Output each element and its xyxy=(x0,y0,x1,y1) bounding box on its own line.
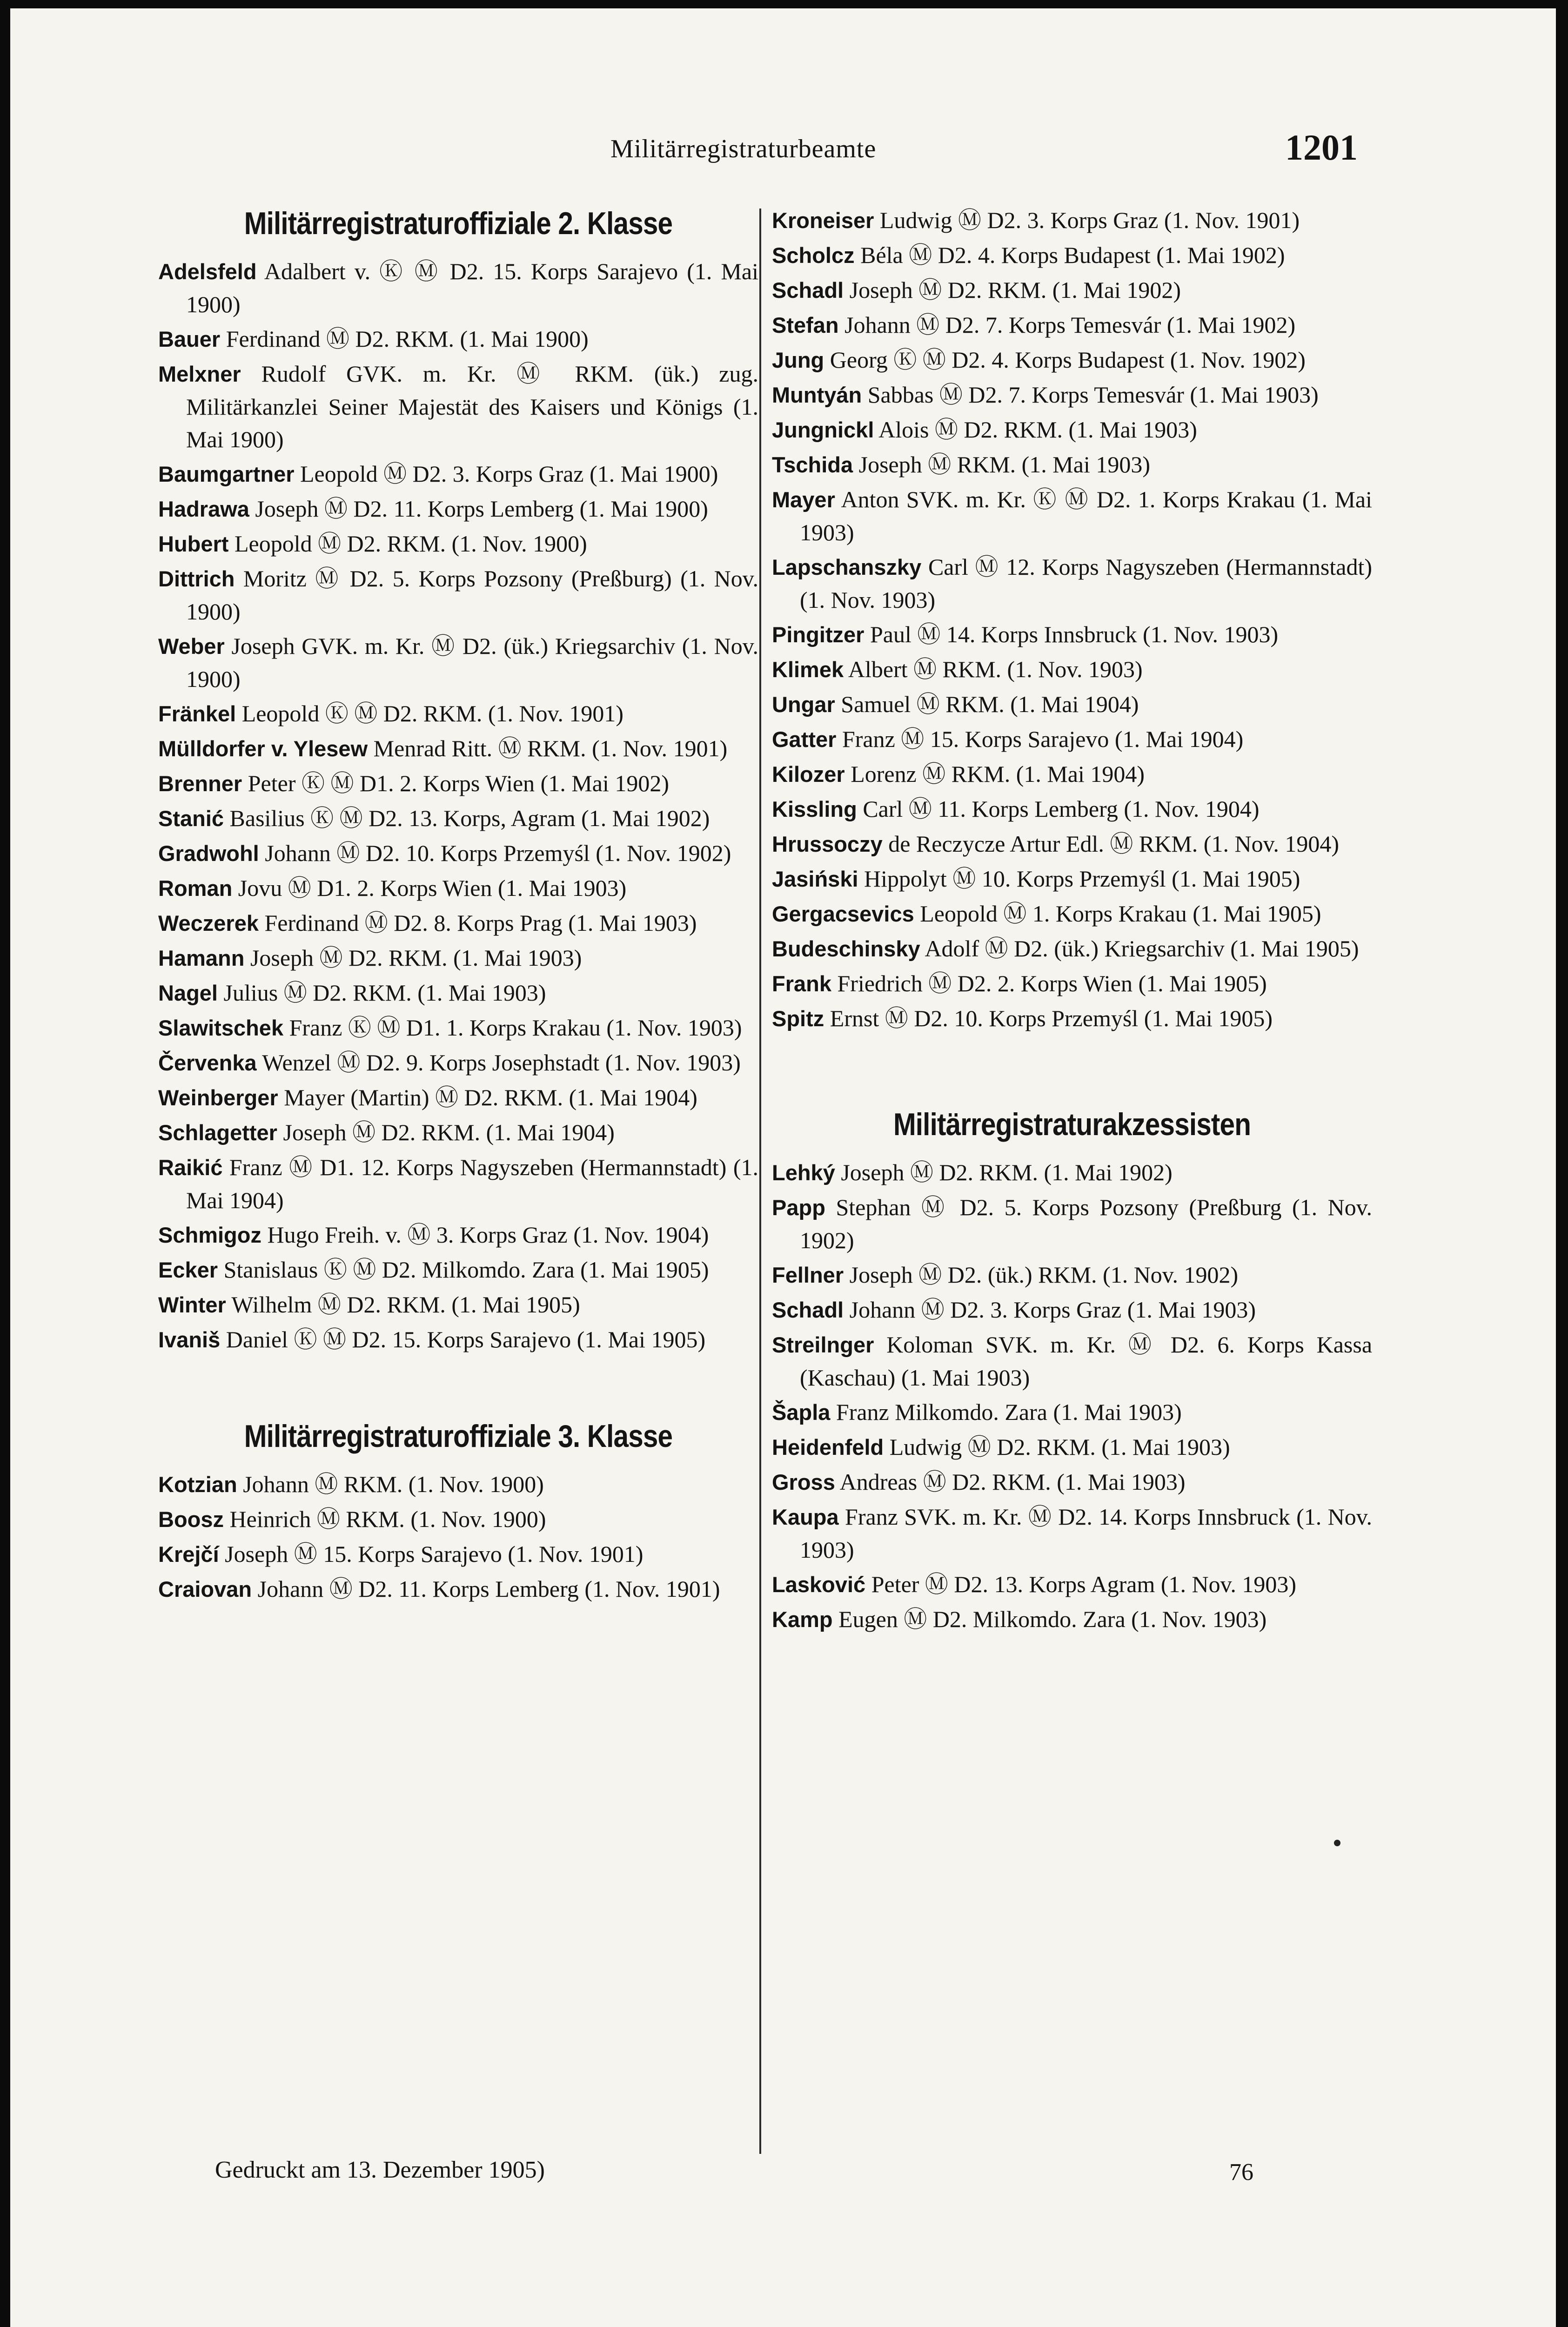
entry-surname: Raikić xyxy=(158,1155,223,1180)
entry-details: Leopold Ⓜ D2. 3. Korps Graz (1. Mai 1900) xyxy=(300,461,718,487)
entry-surname: Krejčí xyxy=(158,1542,219,1567)
entry-surname: Heidenfeld xyxy=(772,1435,884,1459)
page-header xyxy=(10,127,1556,185)
entry-details: Alois Ⓜ D2. RKM. (1. Mai 1903) xyxy=(878,417,1197,443)
entry-details: Joseph Ⓜ RKM. (1. Mai 1903) xyxy=(858,451,1150,478)
entry-details: Joseph GVK. m. Kr. Ⓜ D2. (ük.) Kriegsarchiv (1. Nov. 1900) xyxy=(186,633,758,692)
print-speck xyxy=(1334,1840,1340,1846)
entry-surname: Spitz xyxy=(772,1006,824,1031)
entry-details: Leopold Ⓜ D2. RKM. (1. Nov. 1900) xyxy=(234,531,587,557)
entry-details: Samuel Ⓜ RKM. (1. Mai 1904) xyxy=(841,691,1139,717)
entry-surname: Tschida xyxy=(772,452,853,477)
section-title: Militärregistraturoffiziale 3. Klasse xyxy=(244,1419,673,1454)
entry-surname: Schmigoz xyxy=(158,1223,261,1247)
entry-surname: Hrussoczy xyxy=(772,832,883,856)
list-item xyxy=(772,551,1372,616)
entry-surname: Gradwohl xyxy=(158,841,259,866)
entry-surname: Fränkel xyxy=(158,701,236,726)
entry-details: Franz Ⓜ D1. 12. Korps Nagyszeben (Hermannstadt) (1. Mai 1904) xyxy=(186,1154,758,1213)
entry-surname: Weber xyxy=(158,634,225,659)
entry-details: Andreas Ⓜ D2. RKM. (1. Mai 1903) xyxy=(839,1469,1186,1495)
entry-surname: Gross xyxy=(772,1470,835,1494)
entry-surname: Mayer xyxy=(772,487,835,512)
entry-surname: Gatter xyxy=(772,727,837,752)
list-item xyxy=(158,1538,758,1571)
list-item xyxy=(158,1468,758,1501)
entry-details: Johann Ⓜ D2. 3. Korps Graz (1. Mai 1903) xyxy=(849,1297,1256,1323)
entry-surname: Craiovan xyxy=(158,1577,252,1601)
entry-surname: Kissling xyxy=(772,797,857,821)
entry-details: Peter Ⓚ Ⓜ D1. 2. Korps Wien (1. Mai 1902) xyxy=(248,770,670,796)
entry-details: Peter Ⓜ D2. 13. Korps Agram (1. Nov. 1903) xyxy=(871,1571,1296,1597)
entry-details: Joseph Ⓜ D2. RKM. (1. Mai 1903) xyxy=(250,945,582,971)
entry-details: de Reczycze Artur Edl. Ⓜ RKM. (1. Nov. 1904) xyxy=(888,831,1339,857)
list-item xyxy=(772,1568,1372,1601)
list-item xyxy=(158,1503,758,1536)
entry-details: Stanislaus Ⓚ Ⓜ D2. Milkomdo. Zara (1. Mai 1905) xyxy=(223,1257,709,1283)
entry-details: Georg Ⓚ Ⓜ D2. 4. Korps Budapest (1. Nov. 1902) xyxy=(830,347,1306,373)
entry-details: Ferdinand Ⓜ D2. 8. Korps Prag (1. Mai 1903) xyxy=(264,910,697,936)
entry-details: Leopold Ⓚ Ⓜ D2. RKM. (1. Nov. 1901) xyxy=(241,700,623,726)
entry-surname: Červenka xyxy=(158,1050,257,1075)
list-item xyxy=(158,942,758,975)
list-item xyxy=(772,483,1372,549)
entry-surname: Slawitschek xyxy=(158,1016,284,1040)
entry-surname: Pingitzer xyxy=(772,622,864,647)
entry-details: Hippolyt Ⓜ 10. Korps Przemyśl (1. Mai 1905) xyxy=(864,866,1300,892)
entry-surname: Boosz xyxy=(158,1507,224,1532)
entry-surname: Klimek xyxy=(772,657,844,682)
entry-surname: Brenner xyxy=(158,771,242,796)
list-item xyxy=(158,323,758,356)
entry-surname: Lapschanszky xyxy=(772,555,922,579)
list-item xyxy=(158,697,758,730)
section-title: Militärregistraturakzessisten xyxy=(893,1107,1251,1142)
list-item xyxy=(158,457,758,491)
entry-surname: Hubert xyxy=(158,531,229,556)
entry-surname: Ecker xyxy=(158,1258,218,1282)
entry-details: Hugo Freih. v. Ⓜ 3. Korps Graz (1. Nov. 1904) xyxy=(267,1222,709,1248)
list-item xyxy=(158,802,758,835)
entry-details: Franz Ⓚ Ⓜ D1. 1. Korps Krakau (1. Nov. 1903) xyxy=(289,1015,742,1041)
entry-surname: Papp xyxy=(772,1195,825,1220)
list-item xyxy=(772,448,1372,481)
entry-surname: Roman xyxy=(158,876,233,901)
entry-details: Johann Ⓜ RKM. (1. Nov. 1900) xyxy=(243,1471,544,1497)
entry-details: Albert Ⓜ RKM. (1. Nov. 1903) xyxy=(848,656,1143,682)
column-divider xyxy=(759,208,761,2154)
list-item xyxy=(772,1396,1372,1429)
entry-details: Franz Ⓜ 15. Korps Sarajevo (1. Mai 1904) xyxy=(842,726,1244,752)
entry-surname: Lasković xyxy=(772,1572,866,1597)
list-item xyxy=(772,932,1372,965)
entry-details: Paul Ⓜ 14. Korps Innsbruck (1. Nov. 1903) xyxy=(870,621,1279,647)
entry-surname: Hadrawa xyxy=(158,497,249,521)
printed-date: Gedruckt am 13. Dezember 1905) xyxy=(215,2157,545,2183)
entry-details: Stephan Ⓜ D2. 5. Korps Pozsony (Preßburg (1. Nov. 1902) xyxy=(800,1194,1372,1253)
list-item xyxy=(158,1151,758,1217)
list-item xyxy=(158,1218,758,1251)
entry-details: Daniel Ⓚ Ⓜ D2. 15. Korps Sarajevo (1. Mai 1905) xyxy=(226,1326,706,1352)
entry-details: Joseph Ⓜ D2. (ük.) RKM. (1. Nov. 1902) xyxy=(849,1262,1239,1288)
list-item xyxy=(158,1081,758,1114)
list-item xyxy=(158,1253,758,1286)
entry-surname: Schadl xyxy=(772,278,844,303)
entry-surname: Muntyán xyxy=(772,383,862,407)
entry-surname: Weczerek xyxy=(158,911,259,935)
entry-surname: Kroneiser xyxy=(772,208,874,233)
list-item xyxy=(158,767,758,800)
list-item xyxy=(772,1191,1372,1257)
list-item xyxy=(158,492,758,525)
list-item xyxy=(772,204,1372,237)
list-item xyxy=(158,976,758,1009)
entry-surname: Melxner xyxy=(158,362,241,386)
list-item xyxy=(772,688,1372,721)
list-item xyxy=(158,255,758,321)
entry-details: Friedrich Ⓜ D2. 2. Korps Wien (1. Mai 1905) xyxy=(837,970,1267,996)
list-item xyxy=(772,274,1372,307)
list-item xyxy=(772,239,1372,272)
right-column xyxy=(772,204,1372,1638)
entry-details: Joseph Ⓜ D2. 11. Korps Lemberg (1. Mai 1900) xyxy=(255,496,708,522)
entry-surname: Šapla xyxy=(772,1400,831,1425)
entry-details: Ludwig Ⓜ D2. 3. Korps Graz (1. Nov. 1901) xyxy=(879,207,1300,233)
entry-surname: Gergacsevics xyxy=(772,901,914,926)
list-item xyxy=(158,562,758,628)
entry-surname: Ivaniš xyxy=(158,1327,221,1352)
page-number: 1201 xyxy=(1285,127,1358,168)
entry-details: Adalbert v. Ⓚ Ⓜ D2. 15. Korps Sarajevo (1. Mai 1900) xyxy=(186,258,759,317)
entry-details: Ernst Ⓜ D2. 10. Korps Przemyśl (1. Mai 1905) xyxy=(830,1005,1273,1031)
entry-details: Anton SVK. m. Kr. Ⓚ Ⓜ D2. 1. Korps Krakau (1. Mai 1903) xyxy=(800,486,1372,545)
entry-details: Wenzel Ⓜ D2. 9. Korps Josephstadt (1. Nov. 1903) xyxy=(262,1049,741,1076)
entry-surname: Jung xyxy=(772,348,824,372)
entry-surname: Kilozer xyxy=(772,762,845,787)
list-item xyxy=(772,1431,1372,1464)
list-item xyxy=(772,1293,1372,1326)
list-item xyxy=(772,723,1372,756)
entry-surname: Hamann xyxy=(158,946,245,970)
entry-details: Franz SVK. m. Kr. Ⓜ D2. 14. Korps Innsbruck (1. Nov. 1903) xyxy=(800,1504,1373,1563)
entry-details: Heinrich Ⓜ RKM. (1. Nov. 1900) xyxy=(229,1506,546,1532)
list-item xyxy=(158,527,758,560)
list-item xyxy=(772,897,1372,930)
list-item xyxy=(158,1116,758,1149)
entry-surname: Ungar xyxy=(772,692,835,717)
entry-details: Eugen Ⓜ D2. Milkomdo. Zara (1. Nov. 1903) xyxy=(838,1606,1267,1632)
entry-details: Ludwig Ⓜ D2. RKM. (1. Mai 1903) xyxy=(889,1434,1230,1460)
list-item xyxy=(772,1258,1372,1291)
running-title: Militärregistraturbeamte xyxy=(610,135,877,163)
entry-details: Béla Ⓜ D2. 4. Korps Budapest (1. Mai 1902) xyxy=(860,242,1285,268)
entry-details: Ferdinand Ⓜ D2. RKM. (1. Mai 1900) xyxy=(226,326,589,352)
entry-surname: Lehký xyxy=(772,1160,835,1185)
list-item xyxy=(158,1573,758,1606)
entry-details: Franz Milkomdo. Zara (1. Mai 1903) xyxy=(836,1399,1182,1425)
left-column xyxy=(158,204,758,1607)
list-item xyxy=(772,413,1372,446)
entry-surname: Stanić xyxy=(158,806,224,831)
entry-details: Leopold Ⓜ 1. Korps Krakau (1. Mai 1905) xyxy=(920,901,1321,927)
list-item xyxy=(772,1002,1372,1035)
list-item xyxy=(772,1466,1372,1499)
list-item xyxy=(158,357,758,456)
list-item xyxy=(158,732,758,765)
entry-surname: Baumgartner xyxy=(158,462,295,486)
list-item xyxy=(158,1011,758,1044)
entry-details: Julius Ⓜ D2. RKM. (1. Mai 1903) xyxy=(223,980,546,1006)
entry-surname: Mülldorfer v. Ylesew xyxy=(158,736,368,761)
entry-details: Koloman SVK. m. Kr. Ⓜ D2. 6. Korps Kassa (Kaschau) (1. Mai 1903) xyxy=(800,1332,1373,1391)
document-page xyxy=(10,8,1556,2327)
entry-surname: Kotzian xyxy=(158,1472,237,1497)
list-item xyxy=(772,827,1372,861)
list-item xyxy=(772,1603,1372,1636)
entry-surname: Adelsfeld xyxy=(158,259,257,284)
entry-surname: Jasiński xyxy=(772,867,858,891)
entry-details: Menrad Ritt. Ⓜ RKM. (1. Nov. 1901) xyxy=(373,735,728,761)
entry-details: Joseph Ⓜ D2. RKM. (1. Mai 1902) xyxy=(849,277,1181,303)
entry-details: Rudolf GVK. m. Kr. Ⓜ RKM. (ük.) zug. Militärkanzlei Seiner Majestät des Kaisers und Königs (1. Mai 1900) xyxy=(186,361,759,452)
entry-surname: Weinberger xyxy=(158,1085,278,1110)
list-item xyxy=(158,1046,758,1079)
list-item xyxy=(772,618,1372,651)
list-item xyxy=(772,343,1372,377)
list-item xyxy=(158,837,758,870)
entry-details: Sabbas Ⓜ D2. 7. Korps Temesvár (1. Mai 1903) xyxy=(867,382,1319,408)
entry-details: Wilhelm Ⓜ D2. RKM. (1. Mai 1905) xyxy=(231,1291,580,1318)
list-item xyxy=(772,1156,1372,1189)
entry-surname: Dittrich xyxy=(158,566,235,591)
entry-details: Johann Ⓜ D2. 7. Korps Temesvár (1. Mai 1902) xyxy=(844,312,1296,338)
list-item xyxy=(158,872,758,905)
entry-surname: Budeschinsky xyxy=(772,936,920,961)
entry-details: Lorenz Ⓜ RKM. (1. Mai 1904) xyxy=(851,761,1145,787)
entry-surname: Scholcz xyxy=(772,243,855,268)
entry-details: Carl Ⓜ 11. Korps Lemberg (1. Nov. 1904) xyxy=(863,796,1260,822)
entry-surname: Winter xyxy=(158,1292,226,1317)
entry-details: Jovu Ⓜ D1. 2. Korps Wien (1. Mai 1903) xyxy=(238,875,627,901)
section-title: Militärregistraturoffiziale 2. Klasse xyxy=(244,206,673,241)
entry-surname: Fellner xyxy=(772,1263,844,1287)
entry-surname: Jungnickl xyxy=(772,417,874,442)
entry-details: Johann Ⓜ D2. 11. Korps Lemberg (1. Nov. 1901) xyxy=(257,1576,720,1602)
list-item xyxy=(772,1328,1372,1394)
entry-surname: Kaupa xyxy=(772,1505,839,1529)
entry-surname: Nagel xyxy=(158,981,218,1005)
entry-details: Joseph Ⓜ D2. RKM. (1. Mai 1904) xyxy=(283,1119,615,1145)
list-item xyxy=(772,653,1372,686)
list-item xyxy=(158,907,758,940)
list-item xyxy=(772,967,1372,1000)
entry-surname: Streilnger xyxy=(772,1332,874,1357)
entry-details: Moritz Ⓜ D2. 5. Korps Pozsony (Preßburg) (1. Nov. 1900) xyxy=(186,565,759,625)
list-item xyxy=(158,1288,758,1321)
entry-surname: Kamp xyxy=(772,1607,833,1632)
entry-surname: Schlagetter xyxy=(158,1120,277,1145)
list-item xyxy=(158,1323,758,1356)
entry-details: Johann Ⓜ D2. 10. Korps Przemyśl (1. Nov. 1902) xyxy=(265,840,731,866)
list-item xyxy=(158,630,758,695)
list-item xyxy=(772,758,1372,791)
list-item xyxy=(772,862,1372,895)
entry-details: Carl Ⓜ 12. Korps Nagyszeben (Hermannstadt) (1. Nov. 1903) xyxy=(800,554,1373,613)
entry-details: Joseph Ⓜ D2. RKM. (1. Mai 1902) xyxy=(841,1159,1173,1185)
list-item xyxy=(772,309,1372,342)
entry-surname: Bauer xyxy=(158,327,221,351)
entry-surname: Stefan xyxy=(772,313,839,337)
entry-surname: Schadl xyxy=(772,1298,844,1322)
list-item xyxy=(772,378,1372,411)
entry-surname: Frank xyxy=(772,971,831,996)
list-item xyxy=(772,1500,1372,1566)
entry-details: Adolf Ⓜ D2. (ük.) Kriegsarchiv (1. Mai 1905) xyxy=(925,935,1359,962)
sheet-number: 76 xyxy=(1229,2159,1253,2186)
entry-details: Joseph Ⓜ 15. Korps Sarajevo (1. Nov. 1901) xyxy=(225,1541,643,1567)
entry-details: Mayer (Martin) Ⓜ D2. RKM. (1. Mai 1904) xyxy=(284,1084,697,1110)
entry-details: Basilius Ⓚ Ⓜ D2. 13. Korps, Agram (1. Mai 1902) xyxy=(229,805,710,831)
list-item xyxy=(772,793,1372,826)
